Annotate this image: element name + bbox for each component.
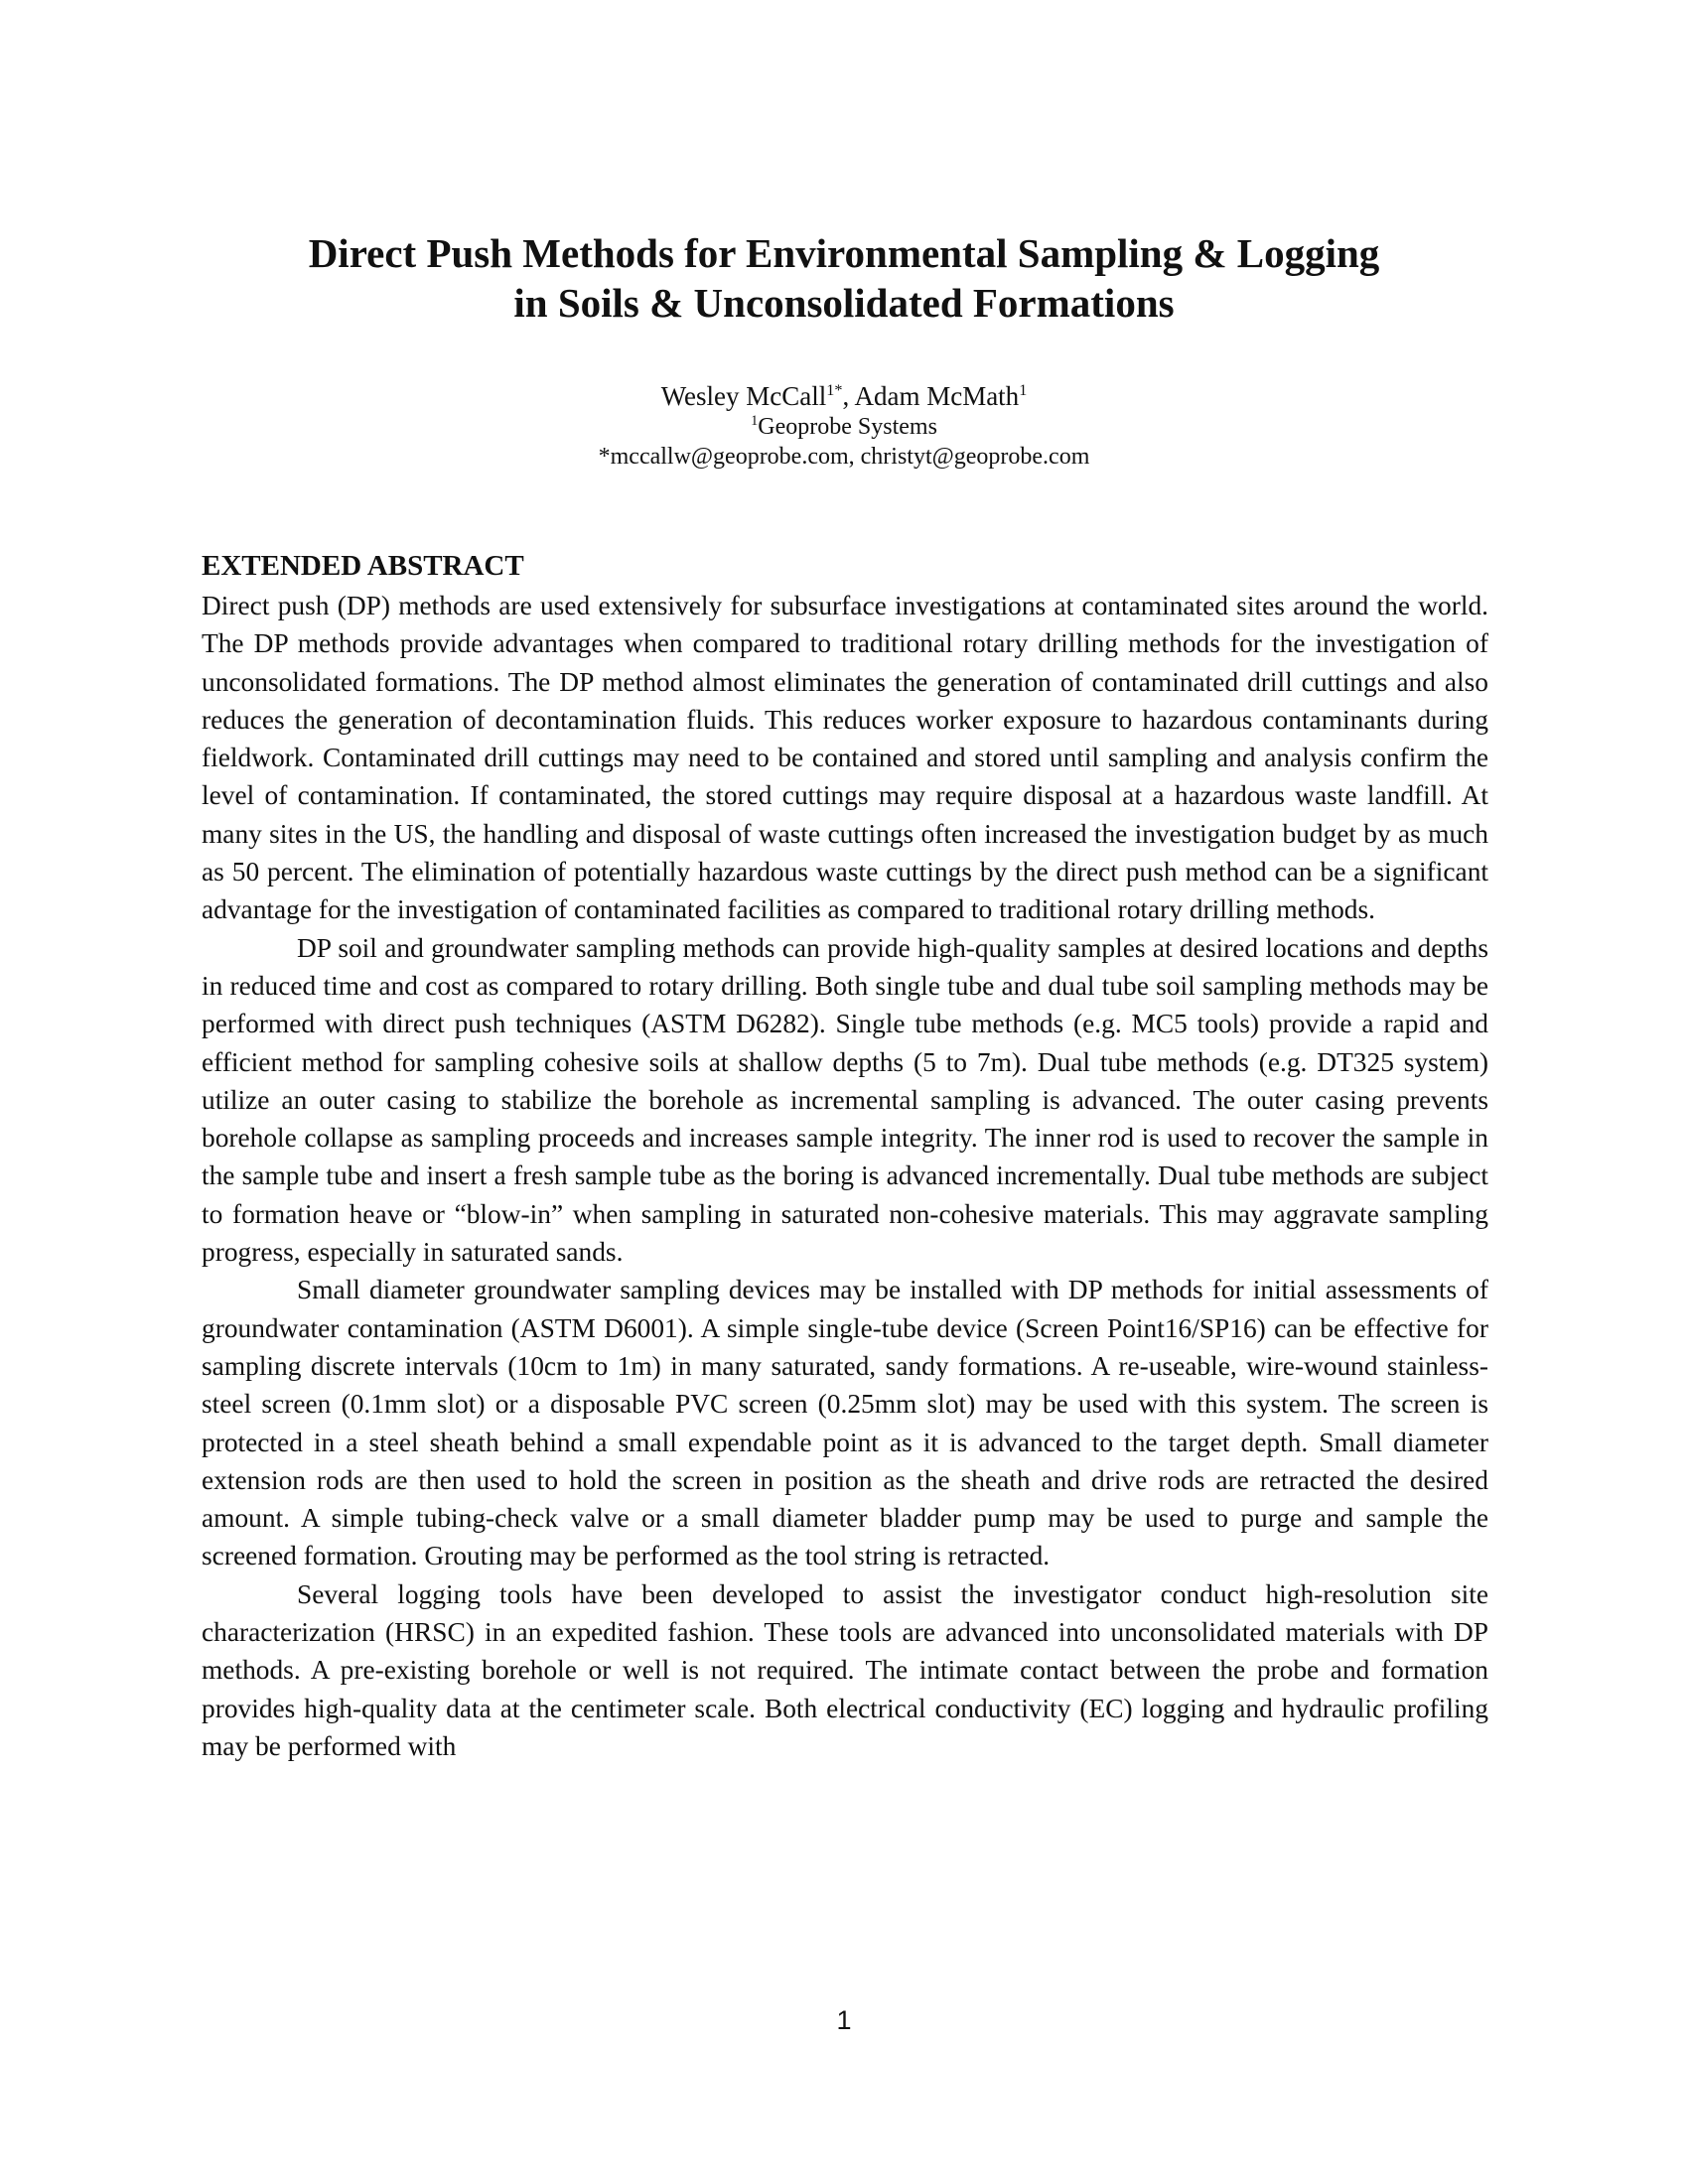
affiliation-name: Geoprobe Systems <box>758 414 937 440</box>
author-separator: , <box>842 381 855 411</box>
abstract-body <box>202 587 1488 1765</box>
page-number: 1 <box>836 2005 852 2035</box>
affiliation-superscript: 1 <box>751 413 759 429</box>
affiliation <box>199 412 1489 442</box>
body-paragraph: Direct push (DP) methods are used extensively for subsurface investigations at contaminated sites around the world. The DP methods provide advantages when compared to traditional rotary drilling methods for the investigation of unconsolidated formations. The DP method almost eliminates the generation of contaminated drill cuttings and also reduces the generation of decontamination fluids. This reduces worker exposure to hazardous contaminants during fieldwork. Contaminated drill cuttings may need to be contained and stored until sampling and analysis confirm the level of contamination. If contaminated, the stored cuttings may require disposal at a hazardous waste landfill. At many sites in the US, the handling and disposal of waste cuttings often increased the investigation budget by as much as 50 percent. The elimination of potentially hazardous waste cuttings by the direct push method can be a significant advantage for the investigation of contaminated facilities as compared to traditional rotary drilling methods. <box>202 591 1488 925</box>
paper-title <box>199 228 1489 328</box>
body-paragraph: DP soil and groundwater sampling methods can provide high-quality samples at desired locations and depths in reduced time and cost as compared to rotary drilling. Both single tube and dual tube soil sampling methods may be performed with direct push techniques (ASTM D6282). Single tube methods (e.g. MC5 tools) provide a rapid and efficient method for sampling cohesive soils at shallow depths (5 to 7m). Dual tube methods (e.g. DT325 system) utilize an outer casing to stabilize the borehole as incremental sampling is advanced. The outer casing prevents borehole collapse as sampling proceeds and increases sample integrity. The inner rod is used to recover the sample in the sample tube and insert a fresh sample tube as the boring is advanced incrementally. Dual tube methods are subject to formation heave or “blow-in” when sampling in saturated non-cohesive materials. This may aggravate sampling progress, especially in saturated sands. <box>202 932 1488 1268</box>
section-heading: EXTENDED ABSTRACT <box>202 550 524 582</box>
author-name: Wesley McCall <box>660 381 827 411</box>
author-names <box>199 380 1489 412</box>
author-block <box>199 380 1489 472</box>
author-superscript: 1* <box>826 381 843 399</box>
body-paragraph: Several logging tools have been developed to assist the investigator conduct high-resolution site characterization (HRSC) in an expedited fashion. These tools are advanced into unconsolidated materials with DP methods. A pre-existing borehole or well is not required. The intimate contact between the probe and formation provides high-quality data at the centimeter scale. Both electrical conductivity (EC) logging and hydraulic profiling may be performed with <box>202 1578 1488 1761</box>
title-line-1: Direct Push Methods for Environmental Sampling & Logging <box>308 230 1380 276</box>
author-superscript: 1 <box>1019 381 1028 399</box>
title-line-2: in Soils & Unconsolidated Formations <box>513 280 1175 326</box>
contact-email: *mccallw@geoprobe.com, christyt@geoprobe.com <box>598 444 1090 470</box>
body-paragraph: Small diameter groundwater sampling devices may be installed with DP methods for initial assessments of groundwater contamination (ASTM D6001). A simple single-tube device (Screen Point16/SP16) can be effective for sampling discrete intervals (10cm to 1m) in many saturated, sandy formations. A re-useable, wire-wound stainless-steel screen (0.1mm slot) or a disposable PVC screen (0.25mm slot) may be used with this system. The screen is protected in a steel sheath behind a small expendable point as it is advanced to the target depth. Small diameter extension rods are then used to hold the screen in position as the sheath and drive rods are retracted the desired amount. A simple tubing-check valve or a small diameter bladder pump may be used to purge and sample the screened formation. Grouting may be performed as the tool string is retracted. <box>202 1275 1488 1571</box>
author-name: Adam McMath <box>854 381 1020 411</box>
